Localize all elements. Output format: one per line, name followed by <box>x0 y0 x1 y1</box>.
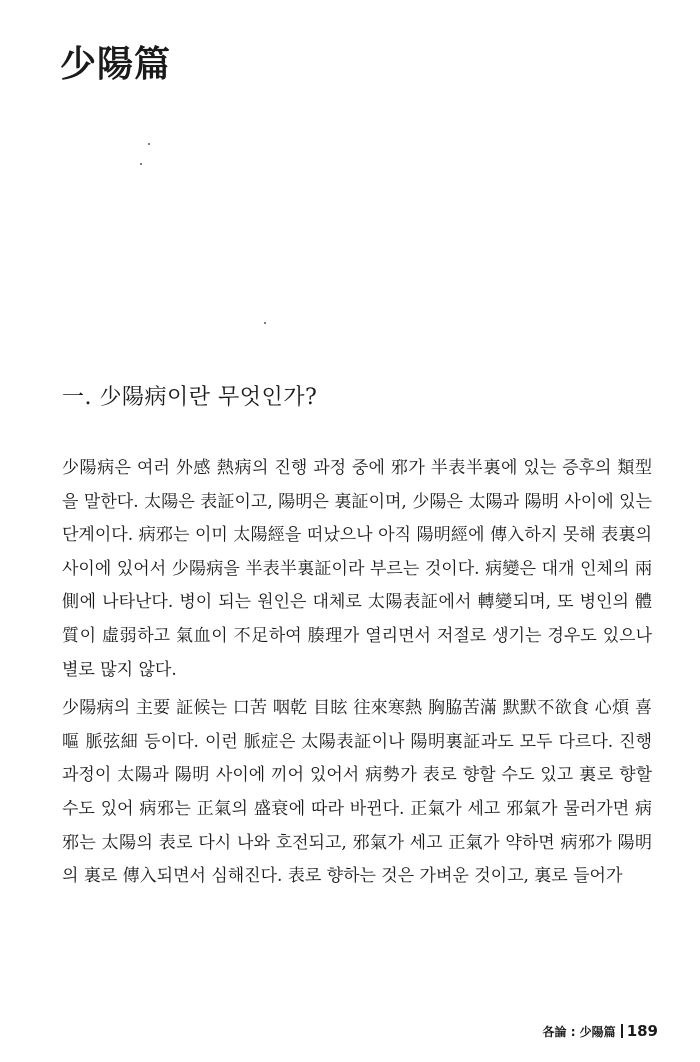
scan-speck <box>264 322 266 324</box>
page-number: 189 <box>626 1022 658 1040</box>
paragraph: 少陽病의 主要 証候는 口苦 咽乾 目眩 往來寒熱 胸脇苦滿 默默不欲食 心煩 喜嘔 脈弦細 등이다. 이런 脈症은 太陽表証이나 陽明裏証과도 모두 다르다. 진행 과정이 太陽과 陽明 사이에 끼어 있어서 病勢가 表로 향할 수도 있고 裏로 향할 수도 있어 病邪는 正氣의 盛衰에 따라 바뀐다. 正氣가 세고 邪氣가 물러가면 病邪는 太陽의 表로 다시 나와 호전되고, 邪氣가 세고 正氣가 약하면 病邪가 陽明의 裏로 傳入되면서 심해진다. 表로 향하는 것은 가벼운 것이고, 裏로 들어가 <box>62 698 652 887</box>
section-heading: 一. 少陽病이란 무엇인가? <box>62 385 318 410</box>
chapter-title: 少陽篇 <box>60 43 172 85</box>
scan-speck <box>140 163 142 165</box>
body-text <box>62 452 652 894</box>
paragraph: 少陽病은 여러 外感 熱病의 진행 과정 중에 邪가 半表半裏에 있는 증후의 類型을 말한다. 太陽은 表証이고, 陽明은 裏証이며, 少陽은 太陽과 陽明 사이에 있는 단계이다. 病邪는 이미 太陽經을 떠났으나 아직 陽明經에 傳入하지 못해 表裏의 사이에 있어서 少陽病을 半表半裏証이라 부르는 것이다. 病變은 대개 인체의 兩側에 나타난다. 병이 되는 원인은 대체로 太陽表証에서 轉變되며, 또 병인의 體質이 虛弱하고 氣血이 不足하여 腠理가 열리면서 저절로 생기는 경우도 있으나 별로 많지 않다. <box>62 458 652 680</box>
footer-divider <box>621 1024 623 1038</box>
footer-section-label: 各論 : 少陽篇 <box>542 1024 616 1039</box>
page-footer <box>543 1022 658 1040</box>
scan-speck <box>148 143 150 145</box>
